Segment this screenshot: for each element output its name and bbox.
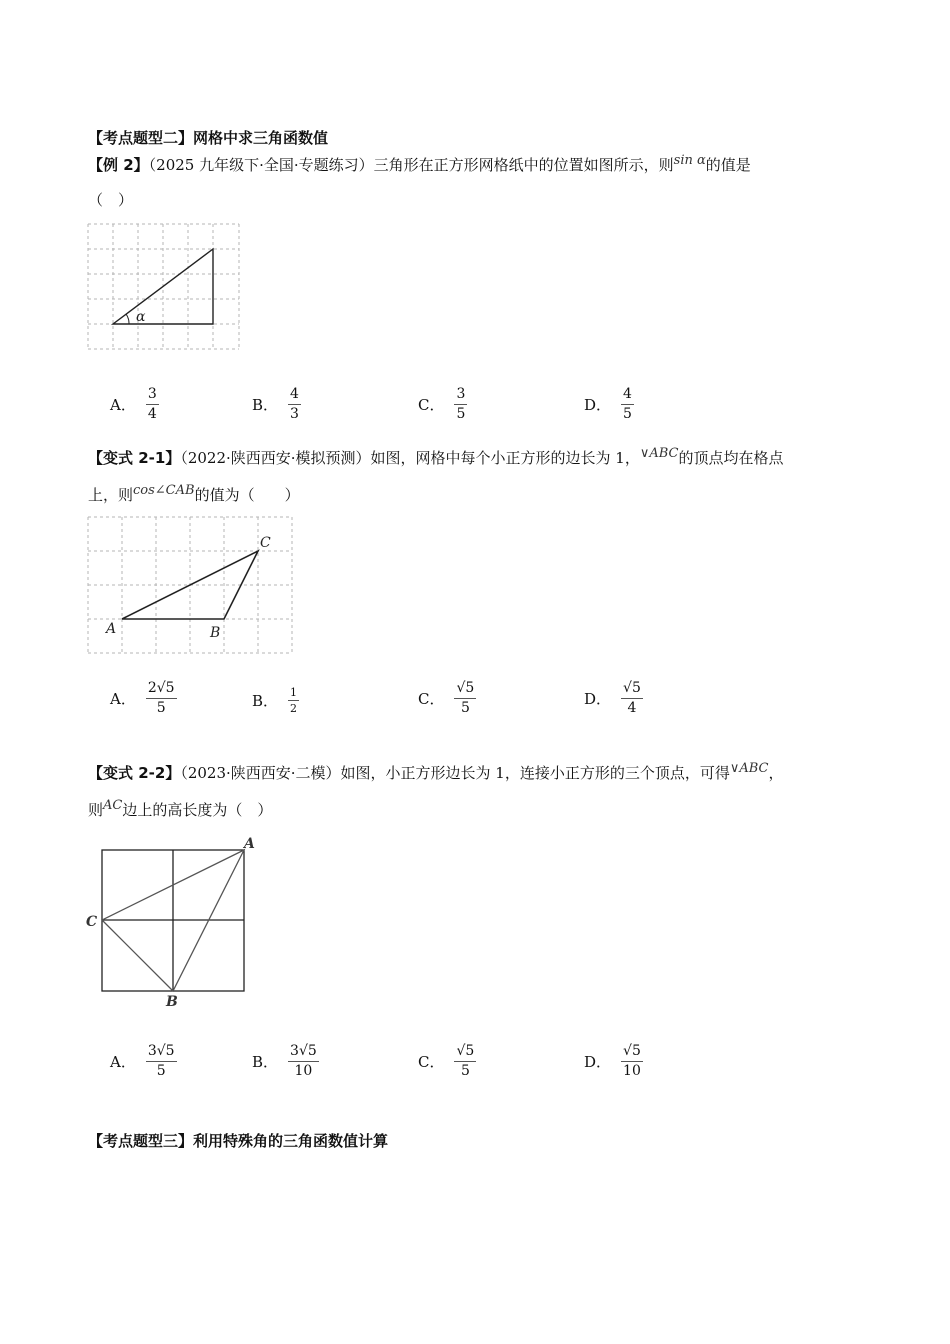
vertex-label-a: A <box>106 621 117 637</box>
vertex-label-c: C <box>86 914 98 930</box>
fraction: $\frac{√5}{10}$ <box>623 1043 641 1079</box>
variant-2-2-math-triangle: ∨ABC <box>729 761 769 776</box>
fraction: $\frac{3}{5}$ <box>456 386 466 422</box>
section-title: 【考点题型二】网格中求三角函数值 <box>88 129 329 147</box>
section-title-3: 【考点题型三】利用特殊角的三角函数值计算 <box>88 1132 389 1150</box>
example-2-figure <box>86 222 244 354</box>
variant-2-1-math-cos: cos∠CAB <box>133 483 195 498</box>
example-2-paren: （ ） <box>88 191 134 209</box>
variant-2-1-math-triangle: ∨ABC <box>639 446 679 461</box>
example-2-option-c[interactable]: C． $\frac{3}{5}$ <box>418 386 466 422</box>
variant-2-2-line-1: 【变式 2-2】（2023·陕西西安·二模）如图，小正方形边长为 1，连接小正方形的三个顶点，可得∨ABC， <box>88 761 784 782</box>
fraction: $\frac{3√5}{10}$ <box>290 1043 317 1079</box>
example-2-stem <box>88 155 751 177</box>
example-2-option-b[interactable]: B． $\frac{4}{3}$ <box>252 386 299 422</box>
variant-2-1-tag: 【变式 2-1】 <box>88 449 181 467</box>
variant-2-2-math-ac: AC <box>103 798 123 813</box>
variant-2-1-figure <box>86 515 296 657</box>
variant-2-2-figure <box>82 832 262 1012</box>
variant-2-2-option-d[interactable]: D． $\frac{√5}{10}$ <box>584 1043 641 1079</box>
variant-2-2-option-a[interactable]: A． $\frac{3√5}{5}$ <box>110 1043 175 1079</box>
square-grid <box>102 850 244 991</box>
variant-2-2-option-b[interactable]: B． $\frac{3√5}{10}$ <box>252 1043 317 1079</box>
vertex-label-a: A <box>244 836 255 852</box>
variant-2-2-tag: 【变式 2-2】 <box>88 764 181 782</box>
example-2-option-d[interactable]: D． $\frac{4}{5}$ <box>584 386 632 422</box>
variant-2-1-line-2: 上，则cos∠CAB的值为（ ） <box>88 483 300 504</box>
vertex-label-b: B <box>210 625 221 641</box>
fraction: $\frac{2√5}{5}$ <box>147 680 175 716</box>
fraction: $\frac{3√5}{5}$ <box>147 1043 175 1079</box>
vertex-label-b: B <box>166 994 178 1010</box>
fraction: $\frac{1}{2}$ <box>290 686 298 715</box>
example-2-option-a[interactable]: A． $\frac{3}{4}$ <box>110 386 157 422</box>
angle-label-alpha: α <box>136 309 146 325</box>
fraction: $\frac{3}{4}$ <box>147 386 157 422</box>
example-2-stem-before: （2025 九年级下·全国·专题练习）三角形在正方形网格纸中的位置如图所示，则 <box>148 156 674 174</box>
angle-arc <box>126 314 129 324</box>
example-2-tag: 【例 2】 <box>88 156 149 174</box>
variant-2-2-line-2: 则AC边上的高长度为（ ） <box>88 798 273 819</box>
fraction: $\frac{√5}{5}$ <box>456 680 475 716</box>
fraction: $\frac{4}{3}$ <box>290 386 299 422</box>
variant-2-1-option-a[interactable]: A． $\frac{2√5}{5}$ <box>110 680 175 716</box>
variant-2-1-option-d[interactable]: D． $\frac{√5}{4}$ <box>584 680 641 716</box>
fraction: $\frac{√5}{5}$ <box>456 1043 475 1079</box>
example-2-stem-after: 的值是 <box>705 156 751 174</box>
vertex-label-c: C <box>260 535 271 551</box>
fraction: $\frac{4}{5}$ <box>623 386 632 422</box>
variant-2-1-line-1: 【变式 2-1】（2022·陕西西安·模拟预测）如图，网格中每个小正方形的边长为 1，∨ABC的顶点均在格点 <box>88 446 784 467</box>
variant-2-1-option-c[interactable]: C． $\frac{√5}{5}$ <box>418 680 475 716</box>
variant-2-2-option-c[interactable]: C． $\frac{√5}{5}$ <box>418 1043 475 1079</box>
variant-2-1-option-b[interactable]: B． $\frac{1}{2}$ <box>252 686 298 715</box>
example-2-math: sin α <box>673 153 706 168</box>
fraction: $\frac{√5}{4}$ <box>623 680 641 716</box>
